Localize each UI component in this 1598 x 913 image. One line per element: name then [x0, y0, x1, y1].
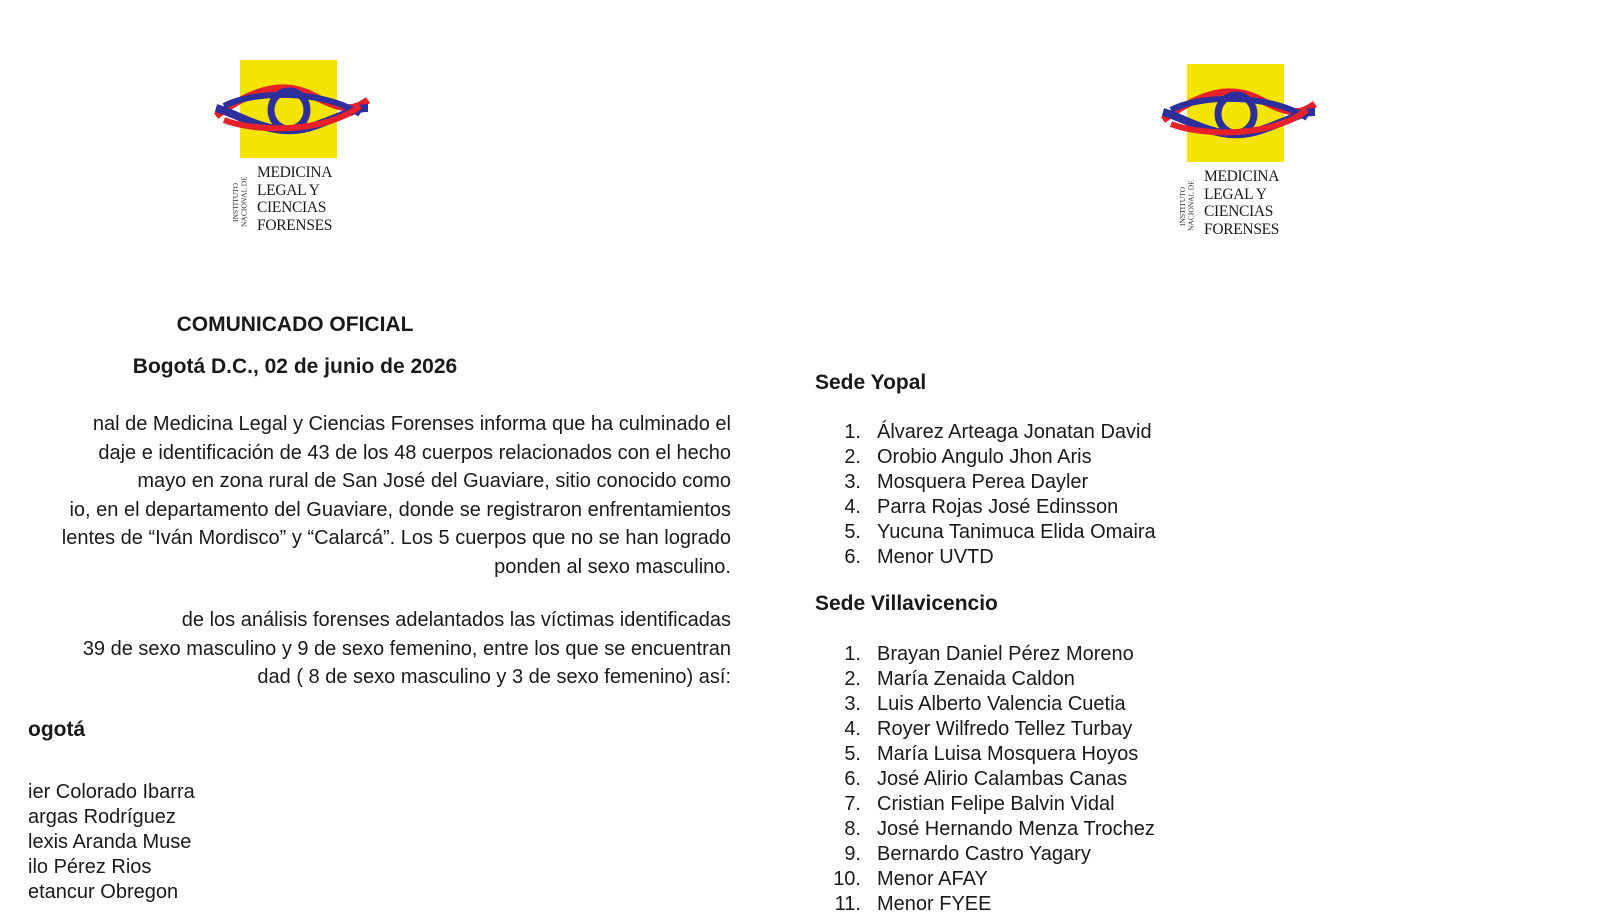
paragraph-intro: nal de Medicina Legal y Ciencias Forenses informa que ha culminado el daje e identificación de 43 de los 48 cuerpos relacionados con el hecho mayo en zona rural de San José del Guaviare, sitio conocido como io, en el departamento del Guaviare, donde se registraron enfrentamientos lentes de “Iván Mordisco” y “Calarcá”. Los 5 cuerpos que no se han logrado ponden al sexo masculino. — [61, 413, 731, 578]
item-number: 2. — [844, 668, 861, 690]
list-item — [815, 842, 1155, 867]
item-number: 9. — [844, 843, 861, 865]
item-number: 10. — [833, 868, 861, 890]
section-heading-villavicencio: Sede Villavicencio — [815, 592, 998, 615]
list-item — [815, 792, 1155, 817]
logo-wordmark: MEDICINA LEGAL Y CIENCIAS FORENSES — [257, 164, 333, 234]
list-item — [815, 717, 1155, 742]
item-number: 2. — [844, 446, 861, 468]
section-heading-bogota: ogotá — [28, 718, 86, 741]
section-heading-yopal: Sede Yopal — [815, 371, 927, 394]
list-item: ier Colorado Ibarra — [28, 781, 195, 803]
list-item — [815, 892, 1155, 913]
victim-list-yopal — [815, 420, 1156, 570]
logo-wordmark: MEDICINA LEGAL Y CIENCIAS FORENSES — [1204, 168, 1280, 238]
victim-name: Bernardo Castro Yagary — [877, 843, 1091, 865]
logo-side-text: INSTITUTO NACIONAL DE — [1178, 180, 1196, 232]
list-item — [815, 767, 1155, 792]
list-item — [815, 742, 1155, 767]
list-item — [815, 545, 1156, 570]
item-number: 7. — [844, 793, 861, 815]
victim-name: José Alirio Calambas Canas — [877, 768, 1128, 790]
item-number: 1. — [844, 421, 861, 443]
victim-name: María Luisa Mosquera Hoyos — [877, 743, 1139, 765]
item-number: 6. — [844, 546, 861, 568]
paragraph-results: de los análisis forenses adelantados las víctimas identificadas 39 de sexo masculino y 9 de sexo femenino, entre los que se encuentran dad ( 8 de sexo masculino y 3 de sexo femenino) así: — [82, 609, 731, 688]
victim-name: María Zenaida Caldon — [877, 668, 1075, 690]
list-item — [815, 692, 1155, 717]
item-number: 5. — [844, 521, 861, 543]
victim-list-bogota — [28, 780, 195, 905]
victim-name: Álvarez Arteaga Jonatan David — [877, 421, 1152, 443]
victim-name: Orobio Angulo Jhon Aris — [877, 446, 1092, 468]
list-item — [815, 470, 1156, 495]
victim-name: Menor FYEE — [877, 893, 992, 913]
list-item — [815, 867, 1155, 892]
victim-list-villavicencio — [815, 642, 1155, 913]
victim-name: Parra Rojas José Edinsson — [877, 496, 1119, 518]
victim-name: Royer Wilfredo Tellez Turbay — [877, 718, 1133, 740]
item-number: 11. — [834, 893, 861, 913]
victim-name: José Hernando Menza Trochez — [877, 818, 1155, 840]
list-item — [815, 667, 1155, 692]
victim-name: Cristian Felipe Balvin Vidal — [877, 793, 1115, 815]
victim-name: Brayan Daniel Pérez Moreno — [877, 643, 1134, 665]
item-number: 4. — [844, 496, 861, 518]
list-item — [815, 817, 1155, 842]
document-date: Bogotá D.C., 02 de junio de 2026 — [132, 355, 458, 378]
victim-name: Mosquera Perea Dayler — [877, 471, 1089, 493]
right-page — [815, 0, 1575, 913]
list-item: ilo Pérez Rios — [28, 856, 152, 878]
list-item: etancur Obregon — [28, 881, 179, 903]
list-item — [815, 495, 1156, 520]
victim-name: Yucuna Tanimuca Elida Omaira — [877, 521, 1156, 543]
item-number: 4. — [844, 718, 861, 740]
victim-name: Menor AFAY — [877, 868, 988, 890]
list-item — [815, 520, 1156, 545]
list-item: lexis Aranda Muse — [28, 831, 192, 853]
left-page — [0, 0, 735, 913]
victim-name: Luis Alberto Valencia Cuetia — [877, 693, 1126, 715]
item-number: 3. — [844, 693, 861, 715]
item-number: 3. — [844, 471, 861, 493]
item-number: 8. — [844, 818, 861, 840]
list-item: argas Rodríguez — [28, 806, 176, 828]
document-title: COMUNICADO OFICIAL — [176, 313, 414, 336]
list-item — [815, 642, 1155, 667]
victim-name: Menor UVTD — [877, 546, 994, 568]
list-item — [815, 445, 1156, 470]
logo-side-text: INSTITUTO NACIONAL DE — [231, 176, 249, 228]
item-number: 6. — [844, 768, 861, 790]
item-number: 5. — [844, 743, 861, 765]
list-item — [815, 420, 1156, 445]
item-number: 1. — [844, 643, 861, 665]
